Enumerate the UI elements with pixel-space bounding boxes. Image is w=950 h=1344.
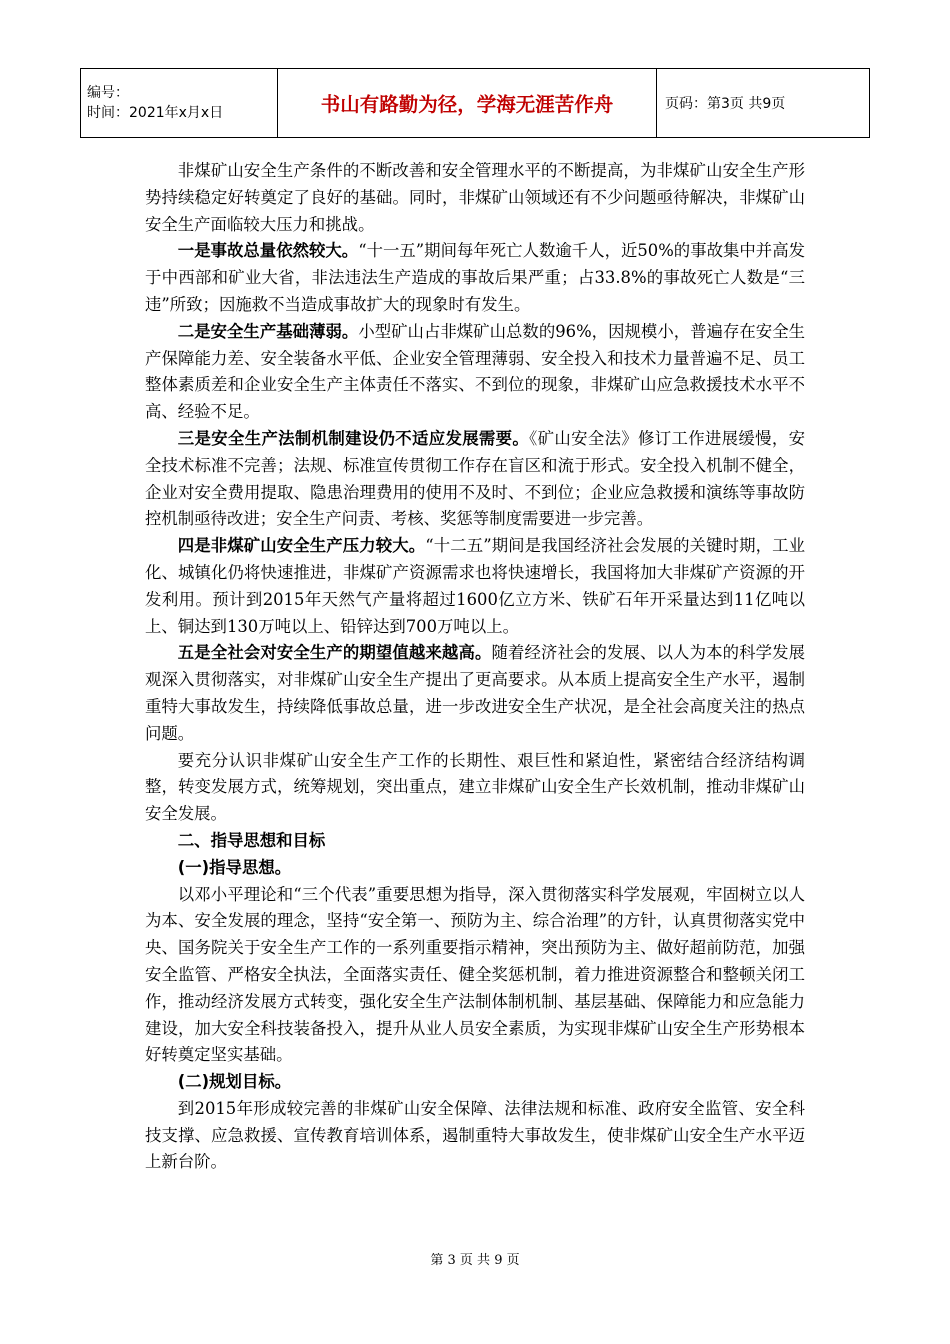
- paragraph-title: 四是非煤矿山安全生产压力较大。: [177, 536, 426, 556]
- paragraph: [145, 238, 805, 318]
- page-footer: 第 3 页 共 9 页: [430, 1253, 520, 1268]
- paragraph: 要充分认识非煤矿山安全生产工作的长期性、艰巨性和紧迫性，紧密结合经济结构调整，转变发展方式，统筹规划，突出重点，建立非煤矿山安全生产长效机制，推动非煤矿山安全发展。: [145, 750, 805, 824]
- header-motto: 书山有路勤为径，学海无涯苦作舟: [278, 69, 657, 138]
- paragraph: [145, 640, 805, 747]
- paragraph-text: “十一五”期间每年死亡人数逾千人，近50%的事故集中并高发于中西部和矿业大省，非法违法生产造成的事故后果严重；占33.8%的事故死亡人数是“三违”所致；因施救不当造成事故扩大的现象时有发生。: [145, 241, 805, 314]
- header-meta-cell: [81, 69, 278, 138]
- time-label: 时间：2021年x月x日: [87, 105, 224, 121]
- subsection-heading: (二)规划目标。: [177, 1072, 292, 1092]
- paragraph: [145, 533, 805, 640]
- paragraph-title: 一是事故总量依然较大。: [177, 241, 359, 261]
- paragraph: [145, 319, 805, 426]
- document-body: [145, 158, 805, 1176]
- document-header: [80, 68, 870, 138]
- subsection-heading: (一)指导思想。: [177, 857, 292, 877]
- paragraph-title: 五是全社会对安全生产的期望值越来越高。: [177, 643, 492, 663]
- paragraph-title: 二是安全生产基础薄弱。: [177, 321, 359, 341]
- paragraph-title: 三是安全生产法制机制建设仍不适应发展需要。: [177, 428, 530, 448]
- paragraph-text: “十二五”期间是我国经济社会发展的关键时期，工业化、城镇化仍将快速推进，非煤矿产资源需求也将快速增长，我国将加大非煤矿产资源的开发利用。预计到2015年天然气产量将超过1600亿立方米、铁矿石年开采量达到11亿吨以上、铜达到130万吨以上、铅锌达到700万吨以上。: [145, 536, 805, 636]
- paragraph: 以邓小平理论和“三个代表”重要思想为指导，深入贯彻落实科学发展观，牢固树立以人为本、安全发展的理念，坚持“安全第一、预防为主、综合治理”的方针，认真贯彻落实党中央、国务院关于安全生产工作的一系列重要指示精神，突出预防为主、做好超前防范，加强安全监管、严格安全执法，全面落实责任、健全奖惩机制，着力推进资源整合和整顿关闭工作，推动经济发展方式转变，强化安全生产法制体制机制、基层基础、保障能力和应急能力建设，加大安全科技装备投入，提升从业人员安全素质，为实现非煤矿山安全生产形势根本好转奠定坚实基础。: [145, 884, 805, 1065]
- paragraph-text: 《矿山安全法》修订工作进展缓慢，安全技术标准不完善；法规、标准宣传贯彻工作存在盲区和流于形式。安全投入机制不健全，企业对安全费用提取、隐患治理费用的使用不及时、不到位；企业应急救援和演练等事故防控机制亟待改进；安全生产问责、考核、奖惩等制度需要进一步完善。: [145, 428, 805, 529]
- paragraph: 到2015年形成较完善的非煤矿山安全保障、法律法规和标准、政府安全监管、安全科技支撑、应急救援、宣传教育培训体系，遏制重特大事故发生，使非煤矿山安全生产水平迈上新台阶。: [145, 1098, 805, 1172]
- paragraph: [145, 426, 805, 533]
- paragraph: 非煤矿山安全生产条件的不断改善和安全管理水平的不断提高，为非煤矿山安全生产形势持续稳定好转奠定了良好的基础。同时，非煤矿山领域还有不少问题亟待解决，非煤矿山安全生产面临较大压力和挑战。: [145, 161, 805, 234]
- header-page-info: 页码：第3页 共9页: [657, 69, 870, 138]
- section-heading: 二、指导思想和目标: [177, 830, 326, 850]
- paragraph-text: 小型矿山占非煤矿山总数的96%，因规模小，普遍存在安全生产保障能力差、安全装备水平低、企业安全管理薄弱、安全投入和技术力量普遍不足、员工整体素质差和企业安全生产主体责任不落实、不到位的现象，非煤矿山应急救援技术水平不高、经验不足。: [145, 321, 805, 422]
- number-label: 编号：: [87, 85, 129, 101]
- paragraph-text: 随着经济社会的发展、以人为本的科学发展观深入贯彻落实，对非煤矿山安全生产提出了更高要求。从本质上提高安全生产水平，遏制重特大事故发生，持续降低事故总量，进一步改进安全生产状况，是全社会高度关注的热点问题。: [145, 643, 806, 743]
